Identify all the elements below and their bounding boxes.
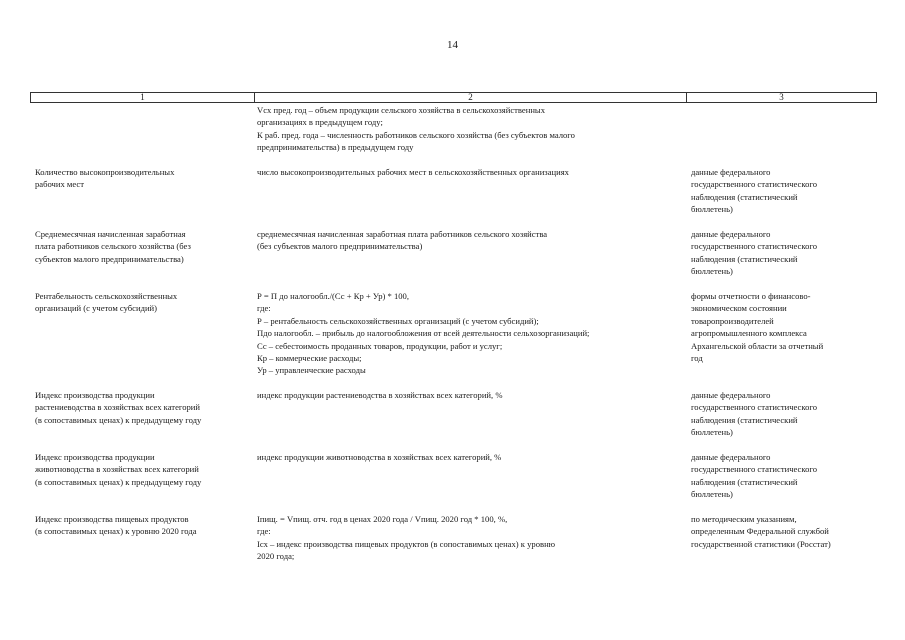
row-indicator: Среднемесячная начисленная заработная плата работников сельского хозяйства (без субъектов малого предпринимательства) — [35, 229, 191, 264]
row-indicator: Количество высокопроизводительных рабочих мест — [35, 167, 175, 190]
row-source: данные федерального государственного статистического наблюдения (статистический бюллетень) — [691, 167, 818, 215]
row-source: по методическим указаниям, определенным Федеральной службой государственной статистики (Росстат) — [691, 514, 831, 549]
row-indicator: Индекс производства продукции животноводства в хозяйствах всех категорий (в сопоставимых ценах) к предыдущему году — [35, 452, 202, 487]
header-col-2: 2 — [255, 93, 687, 102]
row-method: число высокопроизводительных рабочих мест в сельскохозяйственных организациях — [257, 167, 569, 177]
header-col-1: 1 — [31, 93, 255, 102]
row-method: индекс продукции растениеводства в хозяйствах всех категорий, % — [257, 390, 503, 400]
row-source: данные федерального государственного статистического наблюдения (статистический бюллетень) — [691, 390, 818, 438]
table-header — [30, 92, 877, 103]
row-source: формы отчетности о финансово- экономическом состоянии товаропроизводителей агропромышленного комплекса Архангельской области за отчетный год — [691, 291, 824, 364]
page-number: 14 — [447, 39, 458, 51]
row-source: данные федерального государственного статистического наблюдения (статистический бюллетень) — [691, 452, 818, 500]
row-indicator: Индекс производства продукции растениеводства в хозяйствах всех категорий (в сопоставимых ценах) к предыдущему году — [35, 390, 202, 425]
row-method: среднемесячная начисленная заработная плата работников сельского хозяйства (без субъектов малого предпринимательства) — [257, 229, 548, 252]
continuation-text: Vcx пред. год – объем продукции сельского хозяйства в сельскохозяйственных организациях в предыдущем году; К раб. пред. года – численность работников сельского хозяйства (без субъектов малого предпринимательства) в предыдущем году — [257, 105, 575, 153]
row-method: Iпищ. = Vпищ. отч. год в ценах 2020 года / Vпищ. 2020 год * 100, %, где: Iсх – индекс производства пищевых продуктов (в сопоставимых ценах) к уровню 2020 года; — [257, 514, 556, 562]
header-col-3: 3 — [779, 92, 784, 102]
row-source: данные федерального государственного статистического наблюдения (статистический бюллетень) — [691, 229, 818, 277]
row-method: индекс продукции животноводства в хозяйствах всех категорий, % — [257, 452, 502, 462]
row-indicator: Индекс производства пищевых продуктов (в сопоставимых ценах) к уровню 2020 года — [35, 514, 197, 537]
row-method: Р = П до налогообл./(Сс + Кр + Ур) * 100, где: Р – рентабельность сельскохозяйственных организаций (с учетом субсидий); Пдо налогообл. – прибыль до налогообложения от всей деятельности сельхозорганизаций; Сс – себестоимость проданных товаров, продукции, работ и услуг; Кр – коммерческие расходы; Ур – управленческие расходы — [257, 291, 590, 376]
row-indicator: Рентабельность сельскохозяйственных организаций (с учетом субсидий) — [35, 291, 178, 314]
